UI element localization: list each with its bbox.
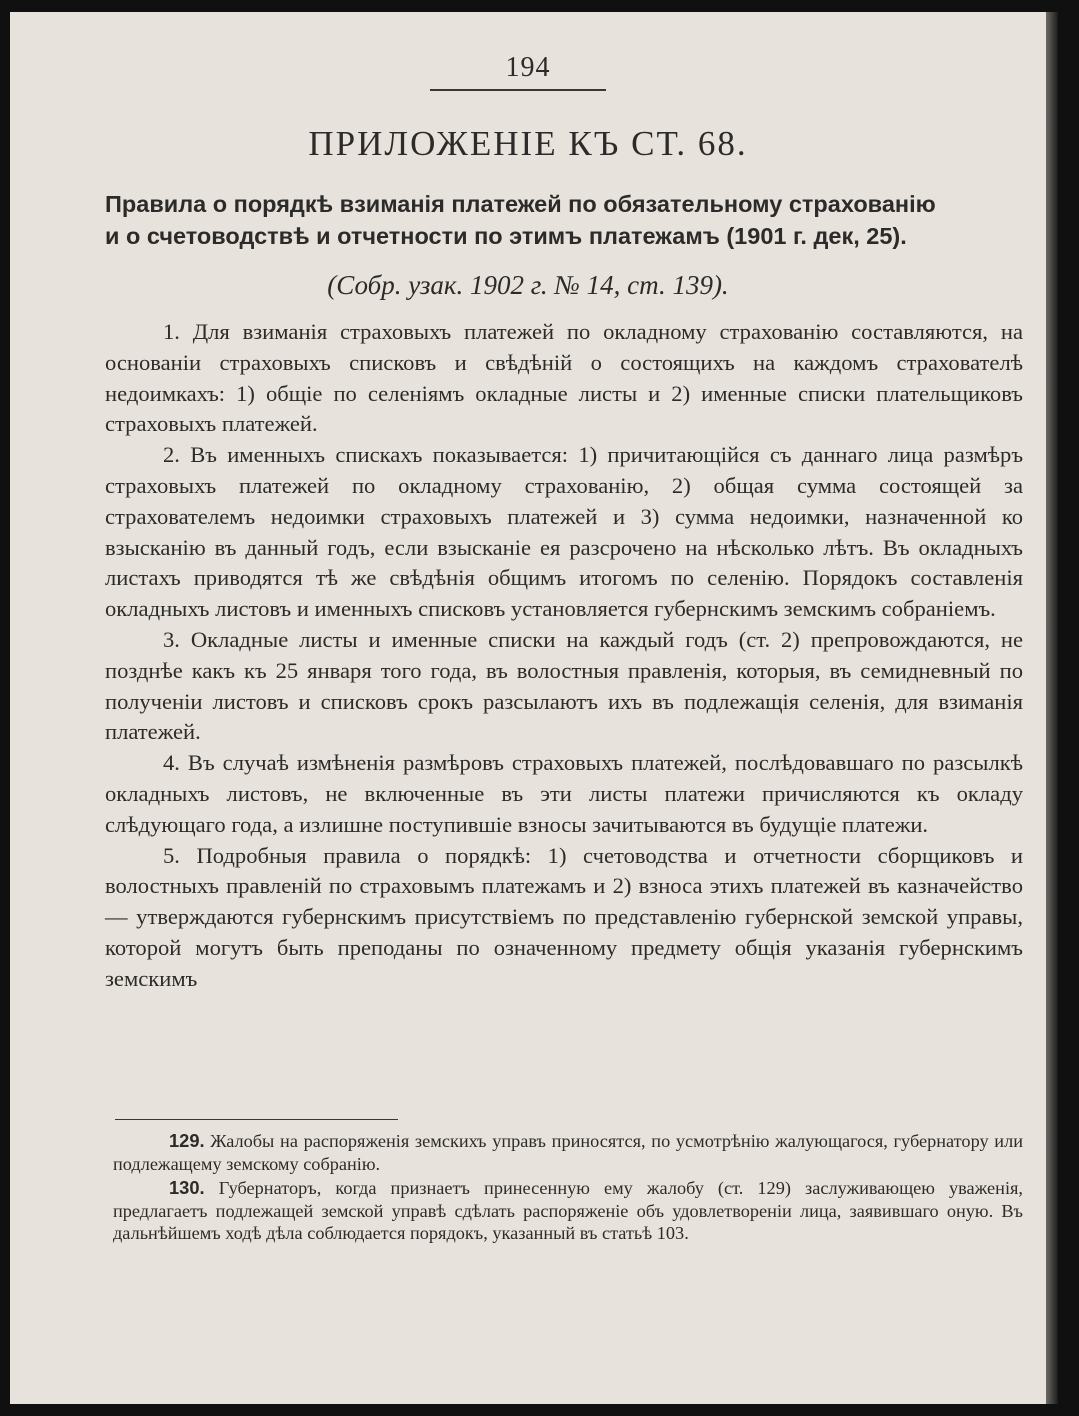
rules-title: [105, 188, 1023, 252]
note-text: Губернаторъ, когда признаетъ принесенную ему жалобу (ст. 129) заслуживающею уваженія, предлагаетъ подлежащей земской управѣ сдѣлать распоряженіе объ удовлетвореніи лица, заявившаго оную. Въ дальнѣйшемъ ходѣ дѣла соблюдается порядокъ, указанный въ статьѣ 103.: [113, 1178, 1023, 1243]
paragraph-1: 1. Для взиманія страховыхъ платежей по окладному страхованію составляются, на основаніи страховыхъ списковъ и свѣдѣній о состоящихъ на каждомъ страхователѣ недоимкахъ: 1) общіе по селеніямъ окладные листы и 2) именные списки плательщиковъ страховыхъ платежей.: [105, 319, 1023, 437]
note-130: [113, 1177, 1023, 1245]
rules-title-line: и о счетоводствѣ и отчетности по этимъ платежамъ (1901 г. дек, 25).: [105, 223, 907, 249]
paragraph-5: 5. Подробныя правила о порядкѣ: 1) счетоводства и отчетности сборщиковъ и волостныхъ правленій по страховымъ платежамъ и 2) взноса этихъ платежей въ казначейство — утверждаются губернскимъ присутствіемъ по представленію губернской земской управы, которой могутъ быть преподаны по означенному предмету общія указанія губернскимъ земскимъ: [105, 842, 1023, 991]
page-number: 194: [505, 52, 551, 83]
paragraph-2: 2. Въ именныхъ спискахъ показывается: 1) причитающійся съ даннаго лица размѣръ страховыхъ платежей по окладному страхованію, 2) общая сумма состоящей за страхователемъ недоимки страховыхъ платежей и 3) сумма недоимки, назначенной ко взысканію въ данный годъ, если взысканіе ея разсрочено на нѣсколько лѣтъ. Въ окладныхъ листахъ приводятся тѣ же свѣдѣнія общимъ итогомъ по селенію. Порядокъ составленія окладныхъ листовъ и именныхъ списковъ установляется губернскимъ земскимъ собраніемъ.: [105, 442, 1023, 622]
main-text: [105, 317, 1023, 995]
document-page: [10, 12, 1046, 1404]
note-number: 130.: [169, 1177, 205, 1198]
paragraph-4: 4. Въ случаѣ измѣненія размѣровъ страховыхъ платежей, послѣдовавшаго по разсылкѣ окладныхъ листовъ, не включенные въ эти листы платежи причисляются къ окладу слѣдующаго года, а излишне поступившіе взносы зачитываются въ будущіе платежи.: [105, 750, 1023, 837]
rules-title-line: Правила о порядкѣ взиманія платежей по обязательному страхованію: [105, 191, 936, 217]
page-number-rule: [430, 89, 606, 91]
source-citation: (Собр. узак. 1902 г. № 14, ст. 139).: [327, 270, 729, 300]
appendix-title: ПРИЛОЖЕНІЕ КЪ СТ. 68.: [308, 124, 748, 163]
note-text: Жалобы на распоряженія земскихъ управъ приносятся, по усмотрѣнію жалующагося, губернатору или подлежащему земскому собранію.: [113, 1131, 1023, 1174]
note-129: [113, 1130, 1023, 1175]
page-edge-shadow: [1046, 12, 1058, 1404]
footnotes: [113, 1130, 1023, 1247]
note-number: 129.: [169, 1130, 205, 1151]
footnote-divider: [115, 1119, 398, 1120]
paragraph-3: 3. Окладные листы и именные списки на каждый годъ (ст. 2) препровождаются, не позднѣе какъ къ 25 января того года, въ волостныя правленія, которыя, въ семидневный по полученіи листовъ и списковъ срокъ разсылаютъ ихъ въ подлежащія селенія, для взиманія платежей.: [105, 626, 1023, 745]
